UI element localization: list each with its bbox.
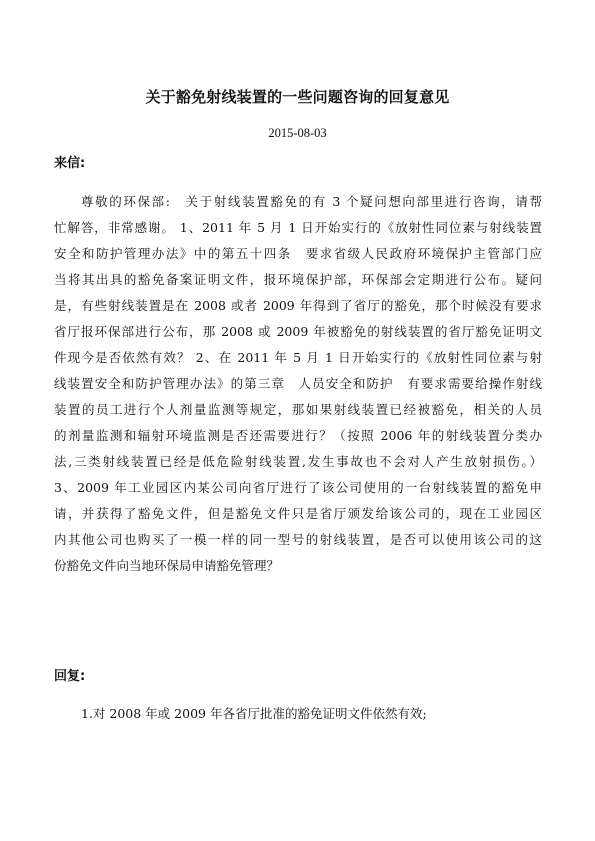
letter-line: 尊敬的环保部: 关于射线装置豁免的有 3 个疑问想向部里进行咨询，请帮: [81, 194, 542, 209]
letter-line: 内其他公司也购买了一模一样的同一型号的射线装置，是否可以使用该公司的这: [54, 532, 542, 547]
letter-heading: 来信:: [54, 156, 86, 171]
reply-heading: 回复:: [54, 669, 86, 684]
letter-line: 装置的员工进行个人剂量监测等规定，那如果射线装置已经被豁免，相关的人员: [54, 402, 542, 417]
letter-line: 忙解答，非常感谢。 1、2011 年 5 月 1 日开始实行的《放射性同位素与射线装置: [54, 220, 542, 235]
reply-body: [54, 701, 542, 727]
letter-line: 请，并获得了豁免文件，但是豁免文件只是省厅颁发给该公司的，现在工业园区: [54, 506, 542, 521]
letter-line: 是，有些射线装置是在 2008 或者 2009 年得到了省厅的豁免，那个时候没有要求: [54, 298, 542, 313]
document-title: 关于豁免射线装置的一些问题咨询的回复意见: [145, 88, 450, 106]
letter-line: 线装置安全和防护管理办法》的第三章 人员安全和防护 有要求需要给操作射线: [54, 376, 542, 391]
reply-line: 1.对 2008 年或 2009 年各省厅批准的豁免证明文件依然有效;: [81, 706, 427, 721]
letter-body: [54, 189, 542, 579]
letter-line: 省厅报环保部进行公布，那 2008 或 2009 年被豁免的射线装置的省厅豁免证明文: [54, 324, 542, 339]
letter-line: 的剂量监测和辐射环境监测是否还需要进行？（按照 2006 年的射线装置分类办: [54, 428, 542, 443]
letter-line: 3、2009 年工业园区内某公司向省厅进行了该公司使用的一台射线装置的豁免申: [54, 480, 542, 495]
letter-line: 当将其出具的豁免备案证明文件，报环境保护部，环保部会定期进行公布。疑问: [54, 272, 542, 287]
letter-line: 件现今是否依然有效？ 2、在 2011 年 5 月 1 日开始实行的《放射性同位素与射: [54, 350, 542, 365]
document-date: 2015-08-03: [268, 126, 327, 140]
letter-line: 安全和防护管理办法》中的第五十四条 要求省级人民政府环境保护主管部门应: [54, 246, 542, 261]
letter-line: 份豁免文件向当地环保局申请豁免管理？: [54, 558, 280, 573]
letter-line: 法,三类射线装置已经是低危险射线装置,发生事故也不会对人产生放射损伤。）: [54, 454, 542, 469]
